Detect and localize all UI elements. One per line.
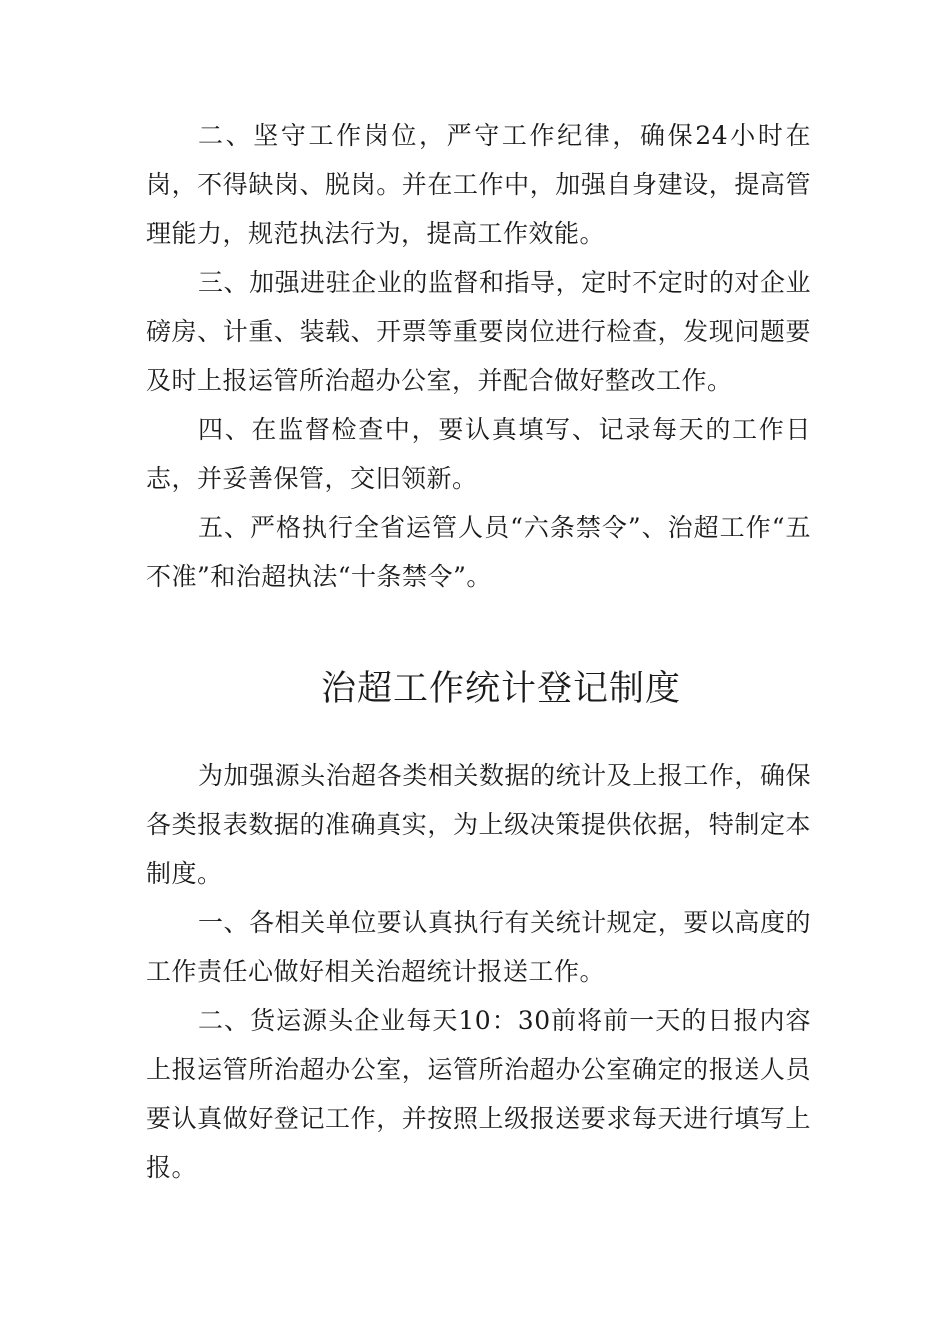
rule-paragraph-2: 二、坚守工作岗位，严守工作纪律，确保24小时在岗，不得缺岗、脱岗。并在工作中，加强自身建设，提高管理能力，规范执法行为，提高工作效能。 (146, 121, 811, 248)
rule-paragraph-4: 四、在监督检查中，要认真填写、记录每天的工作日志，并妥善保管，交旧领新。 (146, 415, 811, 493)
duty-rules-section (146, 111, 811, 601)
statistics-paragraph-2: 二、货运源头企业每天10：30前将前一天的日报内容上报运管所治超办公室，运管所治超办公室确定的报送人员要认真做好登记工作，并按照上级报送要求每天进行填写上报。 (146, 1006, 811, 1182)
section-title: 治超工作统计登记制度 (320, 669, 681, 709)
rule-paragraph-5: 五、严格执行全省运管人员“六条禁令”、治超工作“五不准”和治超执法“十条禁令”。 (146, 513, 811, 591)
statistics-paragraph-1: 一、各相关单位要认真执行有关统计规定，要以高度的工作责任心做好相关治超统计报送工作。 (146, 908, 811, 986)
rule-paragraph-3: 三、加强进驻企业的监督和指导，定时不定时的对企业磅房、计重、装载、开票等重要岗位进行检查，发现问题要及时上报运管所治超办公室，并配合做好整改工作。 (146, 268, 811, 395)
statistics-rules-section (146, 751, 811, 1192)
intro-paragraph: 为加强源头治超各类相关数据的统计及上报工作，确保各类报表数据的准确真实，为上级决策提供依据，特制定本制度。 (146, 761, 811, 888)
